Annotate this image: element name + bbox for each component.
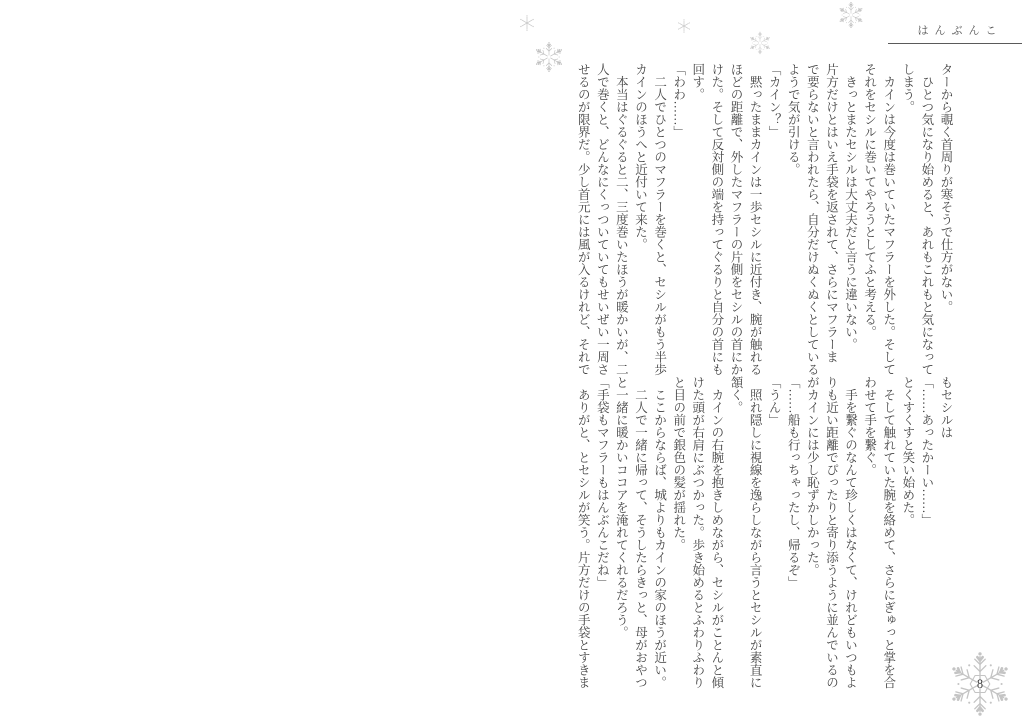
text-line: けた。そして反対側の端を持ってぐるりと自分の首にも (709, 63, 724, 376)
text-line: しまう。 (900, 63, 915, 113)
text-line: とくすくすと笑い始めた。 (900, 376, 915, 526)
header-rule (888, 43, 1022, 44)
text-line: 照れ隠しに視線を逸らしながら言うとセシルが素直に (748, 376, 763, 689)
text-line: 「……船も行っちゃったし、帰るぞ」 (786, 376, 801, 589)
text-line: ようで気が引ける。 (786, 63, 801, 176)
text-line: 「わわ……」 (671, 63, 686, 138)
text-line: きっとまたセシルは大丈夫だと言うに違いない。 (843, 63, 858, 351)
text-line: ひとつ気になり始めると、あれもこれもと気になって (919, 63, 934, 376)
text-line: 「うん」 (767, 376, 782, 426)
page-number: 8 (976, 676, 984, 691)
text-line: で要らないと言われたら、自分だけぬくぬくとしている (805, 63, 820, 376)
text-line: カインの右腕を抱きしめながら、セシルがことんと傾 (709, 376, 724, 689)
text-line: せるのが限界だ。少し首元には風が入るけれど、それで (576, 63, 591, 376)
text-line: ありがと、とセシルが笑う。片方だけの手袋とすきま (576, 376, 591, 689)
text-line: カインのほうへと近付いて来た。 (633, 63, 648, 251)
text-line: カインは今度は巻いていたマフラーを外した。そして (881, 63, 896, 376)
text-line: りも近い距離でぴったりと寄り添うように並んでいるの (824, 376, 839, 689)
text-line: 「カイン？」 (767, 63, 782, 138)
text-line: それをセシルに巻いてやろうとしてふと考える。 (862, 63, 877, 338)
text-line: ここからならば、城よりもカインの家のほうが近い。 (652, 376, 667, 689)
text-block-bottom (573, 376, 955, 698)
text-line: けた頭が右肩にぶつかった。歩き始めるとふわりふわり (690, 376, 705, 689)
text-line: 二人で一緒に帰って、そうしたらきっと、母がおやつ (633, 376, 648, 689)
text-line: 片方だけとはいえ手袋を返されて、さらにマフラーま (824, 63, 839, 363)
text-line: 黙ったままカインは一歩セシルに近付き、腕が触れる (748, 63, 763, 376)
text-line: 二人でひとつのマフラーを巻くと、セシルがもう半歩 (652, 63, 667, 376)
snowflake-icon (533, 41, 565, 73)
snowflake-icon (748, 31, 772, 55)
snowflake-icon (519, 15, 535, 31)
page-number-ornament (946, 650, 1014, 718)
text-line: と目の前で銀色の髪が揺れた。 (671, 376, 686, 551)
page-title: はんぶんこ (917, 25, 1003, 37)
snowflake-icon (837, 1, 865, 29)
text-line: 人で巻くと、どんなにくっついていてもせいぜい一周さ (595, 63, 610, 376)
text-line: ほどの距離で、外したマフラーの片側をセシルの首にか (728, 63, 743, 376)
text-line: ターから覗く首周りが寒そうで仕方がない。 (939, 63, 953, 313)
text-line: 「……あったかーい……」 (919, 376, 934, 526)
text-line: わせて手を繋ぐ。 (862, 376, 877, 476)
snowflake-icon (677, 19, 691, 33)
text-line: 本当はぐるぐると二、三度巻いたほうが暖かいが、二 (614, 63, 629, 376)
text-line: と一緒に暖かいココアを淹れてくれるだろう。 (614, 376, 629, 639)
text-line: 頷く。 (728, 376, 743, 414)
text-line: がカインには少し恥ずかしかった。 (805, 376, 820, 576)
text-line: 回す。 (690, 63, 705, 101)
text-line: 手を繋ぐのなんて珍しくはなくて、けれどもいつもよ (843, 376, 858, 689)
text-line: 「手袋もマフラーもはんぶんこだね」 (595, 376, 610, 589)
text-line: もセシルは (939, 376, 953, 439)
text-line: そして触れていた腕を絡めて、さらにぎゅっと掌を合 (881, 376, 896, 689)
text-block-top (573, 63, 955, 385)
